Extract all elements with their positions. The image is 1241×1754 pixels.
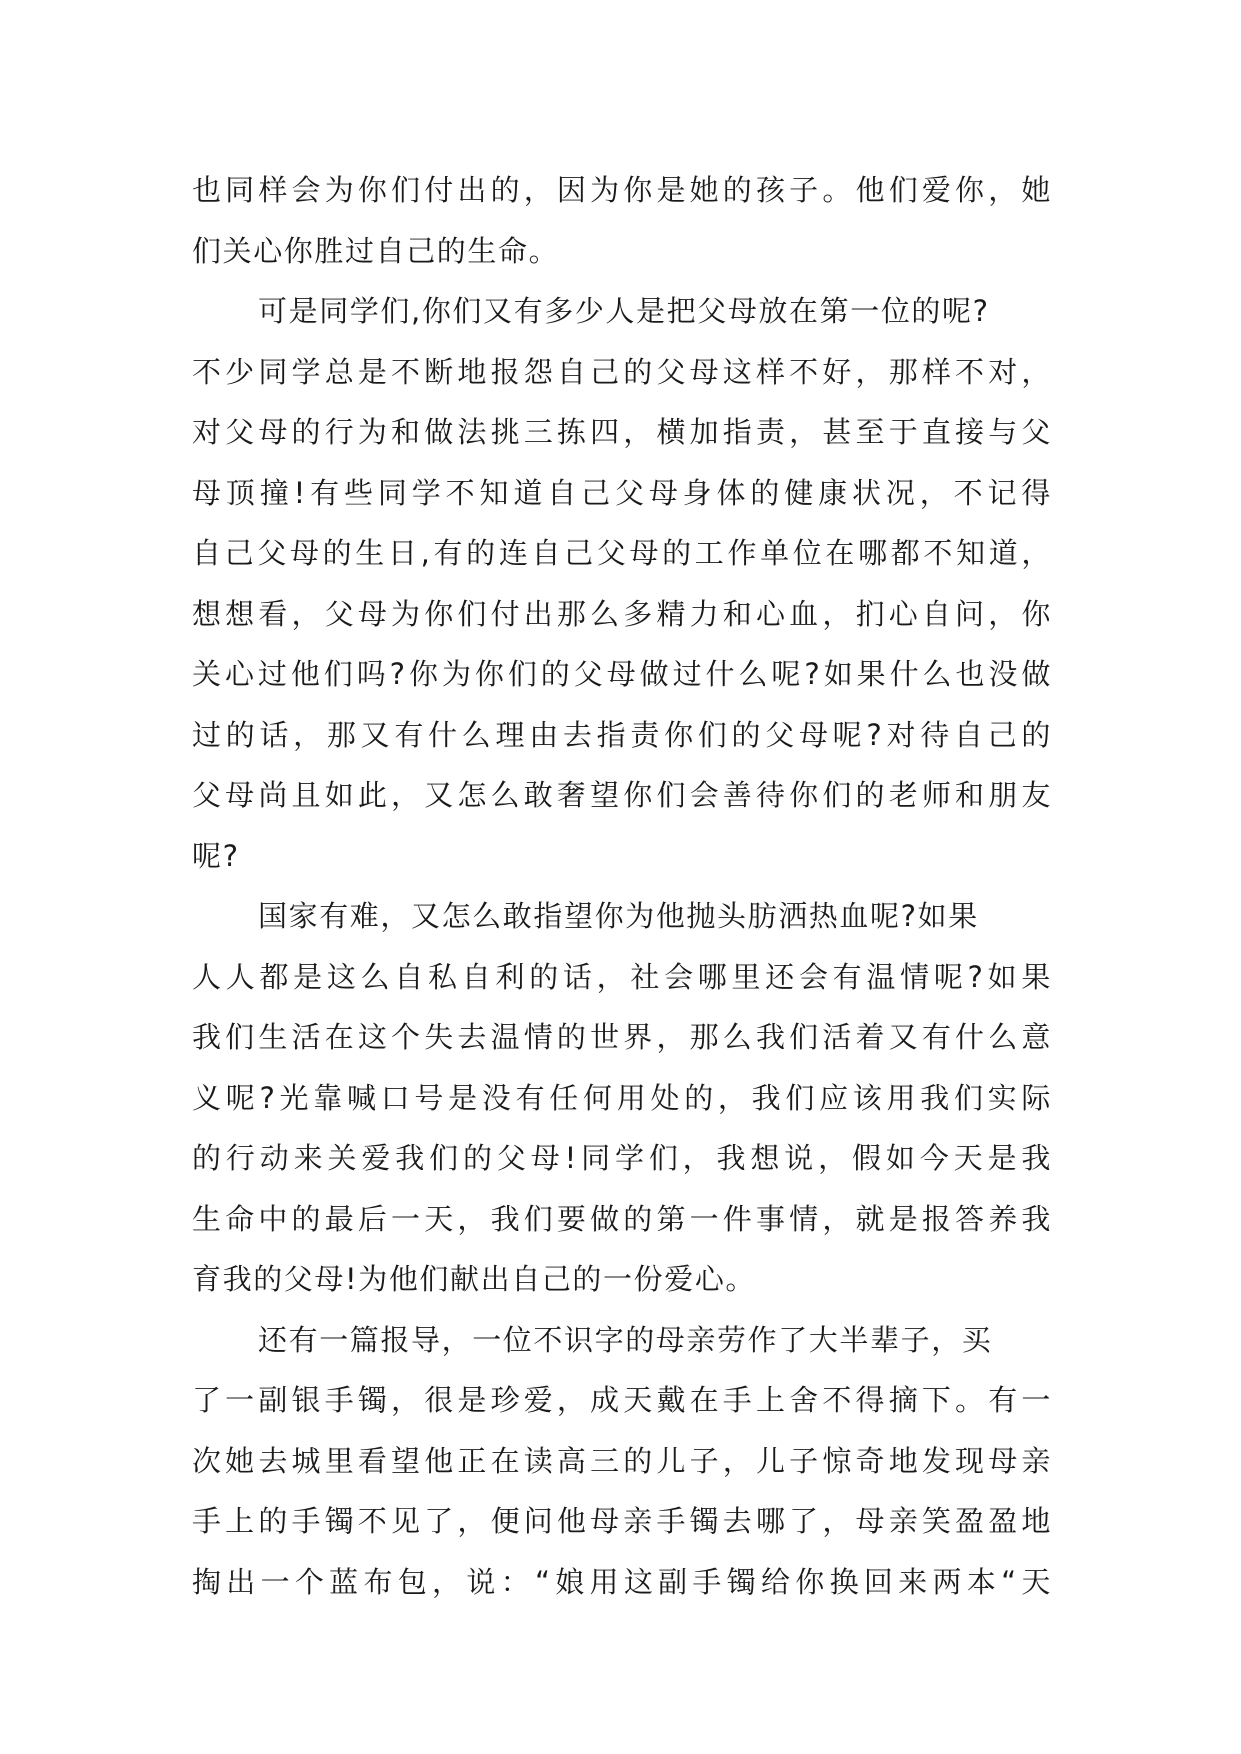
text-line: 也同样会为你们付出的，因为你是她的孩子。他们爱你，她 <box>192 173 1052 207</box>
text-line: 的行动来关爱我们的父母!同学们，我想说，假如今天是我 <box>192 1141 1052 1175</box>
text-line: 自己父母的生日,有的连自己父母的工作单位在哪都不知道， <box>192 536 1052 570</box>
text-line: 们关心你胜过自己的生命。 <box>192 233 560 268</box>
text-line: 次她去城里看望他正在读高三的儿子，儿子惊奇地发现母亲 <box>192 1443 1052 1478</box>
text-line: 育我的父母!为他们献出自己的一份爱心。 <box>192 1262 757 1296</box>
text-line: 对父母的行为和做法挑三拣四，横加指责，甚至于直接与父 <box>192 415 1052 449</box>
text-line: 义呢?光靠喊口号是没有任何用处的，我们应该用我们实际 <box>192 1080 1052 1115</box>
text-line: 关心过他们吗?你为你们的父母做过什么呢?如果什么也没做 <box>192 657 1052 691</box>
text-line: 想想看，父母为你们付出那么多精力和心血，扪心自问，你 <box>192 596 1052 631</box>
text-line: 生命中的最后一天，我们要做的第一件事情，就是报答养我 <box>192 1201 1052 1236</box>
text-line: 过的话，那又有什么理由去指责你们的父母呢?对待自己的 <box>192 717 1052 752</box>
text-line: 人人都是这么自私自利的话，社会哪里还会有温情呢?如果 <box>192 959 1052 994</box>
text-line: 手上的手镯不见了，便问他母亲手镯去哪了，母亲笑盈盈地 <box>192 1504 1052 1538</box>
text-line: 掏出一个蓝布包，说：“娘用这副手镯给你换回来两本“天 <box>192 1564 1052 1599</box>
text-line: 可是同学们,你们又有多少人是把父母放在第一位的呢? <box>258 294 990 328</box>
text-line: 了一副银手镯，很是珍爱，成天戴在手上舍不得摘下。有一 <box>192 1383 1052 1417</box>
body-text <box>192 160 1052 1612</box>
text-line: 国家有难，又怎么敢指望你为他抛头肪洒热血呢?如果 <box>258 899 979 933</box>
text-line: 父母尚且如此，又怎么敢奢望你们会善待你们的老师和朋友 <box>192 778 1052 812</box>
text-line: 不少同学总是不断地报怨自己的父母这样不好，那样不对， <box>192 354 1052 389</box>
text-line: 呢? <box>192 838 240 873</box>
text-line: 我们生活在这个失去温情的世界，那么我们活着又有什么意 <box>192 1020 1052 1054</box>
text-line: 还有一篇报导，一位不识字的母亲劳作了大半辈子，买 <box>258 1322 993 1357</box>
text-line: 母顶撞!有些同学不知道自己父母身体的健康状况，不记得 <box>192 475 1052 510</box>
